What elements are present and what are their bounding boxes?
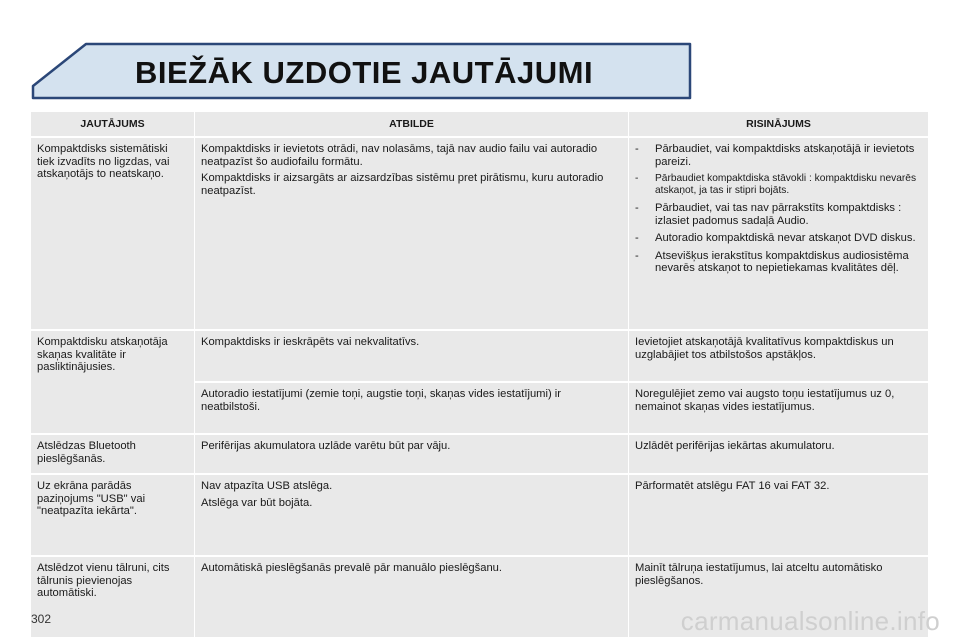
solution-list [635, 143, 922, 275]
answer-cell: Kompaktdisks ir ieskrāpēts vai nekvalitatīvs. [195, 330, 629, 382]
solution-text: Atsevišķus ierakstītus kompaktdiskus audiosistēma nevarēs atskaņot to nepietiekamas kvalitātes dēļ. [655, 249, 909, 274]
question-cell: Uz ekrāna parādās paziņojums "USB" vai "neatpazīta iekārta". [31, 474, 195, 556]
solution-cell [629, 137, 929, 330]
answer-cell: Autoradio iestatījumi (zemie toņi, augstie toņi, skaņas vides iestatījumi) ir neatbilstoši. [195, 382, 629, 434]
header-solution: RISINĀJUMS [629, 112, 929, 138]
solution-text: Pārbaudiet, vai tas nav pārrakstīts kompaktdisks : izlasiet padomus sadaļā Audio. [655, 202, 902, 227]
list-item: - Pārbaudiet, vai tas nav pārrakstīts kompaktdisks : izlasiet padomus sadaļā Audio. [635, 202, 902, 227]
answer-text: Atslēga var būt bojāta. [201, 496, 313, 509]
list-item: - Pārbaudiet, vai kompaktdisks atskaņotājā ir ievietots pareizi. [635, 143, 915, 168]
answer-cell: Automātiskā pieslēgšanās prevalē pār manuālo pieslēgšanu. [195, 556, 629, 638]
list-item: - Pārbaudiet kompaktdiska stāvokli : kompaktdisku nevarēs atskaņot, ja tas ir stipri bojāts. [635, 173, 917, 196]
answer-text: Kompaktdisks ir ievietots otrādi, nav nolasāms, tajā nav audio failu vai autoradio neatpazīst šo audiofailu formātu. [201, 143, 598, 168]
table-header-row [31, 112, 929, 138]
table-row [31, 434, 929, 474]
page-title: BIEŽĀK UZDOTIE JAUTĀJUMI [135, 55, 594, 90]
solution-cell: Ievietojiet atskaņotājā kvalitatīvus kompaktdiskus un uzglabājiet tos atbilstošos apstākļos. [629, 330, 929, 382]
answer-text: Kompaktdisks ir aizsargāts ar aizsardzības sistēmu pret pirātismu, kuru autoradio neatpazīst. [201, 172, 604, 197]
solution-text: Pārbaudiet, vai kompaktdisks atskaņotājā ir ievietots pareizi. [655, 143, 915, 168]
list-item: - Atsevišķus ierakstītus kompaktdiskus audiosistēma nevarēs atskaņot to nepietiekamas kvalitātes dēļ. [635, 249, 909, 274]
question-cell: Kompaktdisks sistemātiski tiek izvadīts no ligzdas, vai atskaņotājs to neatskaņo. [31, 137, 195, 330]
solution-text: Autoradio kompaktdiskā nevar atskaņot DVD diskus. [655, 232, 916, 244]
question-cell: Atslēdzot vienu tālruni, cits tālrunis pievienojas automātiski. [31, 556, 195, 638]
solution-cell: Noregulējiet zemo vai augsto toņu iestatījumus uz 0, nemainot skaņas vides iestatījumus. [629, 382, 929, 434]
table-row [31, 330, 929, 382]
watermark: carmanualsonline.info [680, 606, 940, 636]
header-answer: ATBILDE [195, 112, 629, 138]
answer-cell [195, 474, 629, 556]
page-number: 302 [31, 612, 52, 626]
table-row [31, 137, 929, 330]
answer-cell: Perifērijas akumulatora uzlāde varētu būt par vāju. [195, 434, 629, 474]
answer-cell [195, 137, 629, 330]
solution-cell: Uzlādēt perifērijas iekārtas akumulatoru. [629, 434, 929, 474]
solution-cell: Pārformatēt atslēgu FAT 16 vai FAT 32. [629, 474, 929, 556]
list-item: - Autoradio kompaktdiskā nevar atskaņot DVD diskus. [635, 232, 916, 244]
table-row [31, 474, 929, 556]
question-cell: Kompaktdisku atskaņotāja skaņas kvalitāte ir pasliktinājusies. [31, 330, 195, 434]
solution-cell: Mainīt tālruņa iestatījumus, lai atceltu automātisko pieslēgšanos. [629, 556, 929, 638]
solution-text: Pārbaudiet kompaktdiska stāvokli : kompaktdisku nevarēs atskaņot, ja tas ir stipri bojāts. [655, 173, 917, 196]
question-cell: Atslēdzas Bluetooth pieslēgšanās. [31, 434, 195, 474]
answer-text: Nav atpazīta USB atslēga. [201, 480, 333, 492]
header-question: JAUTĀJUMS [31, 112, 195, 138]
faq-table [30, 111, 929, 639]
